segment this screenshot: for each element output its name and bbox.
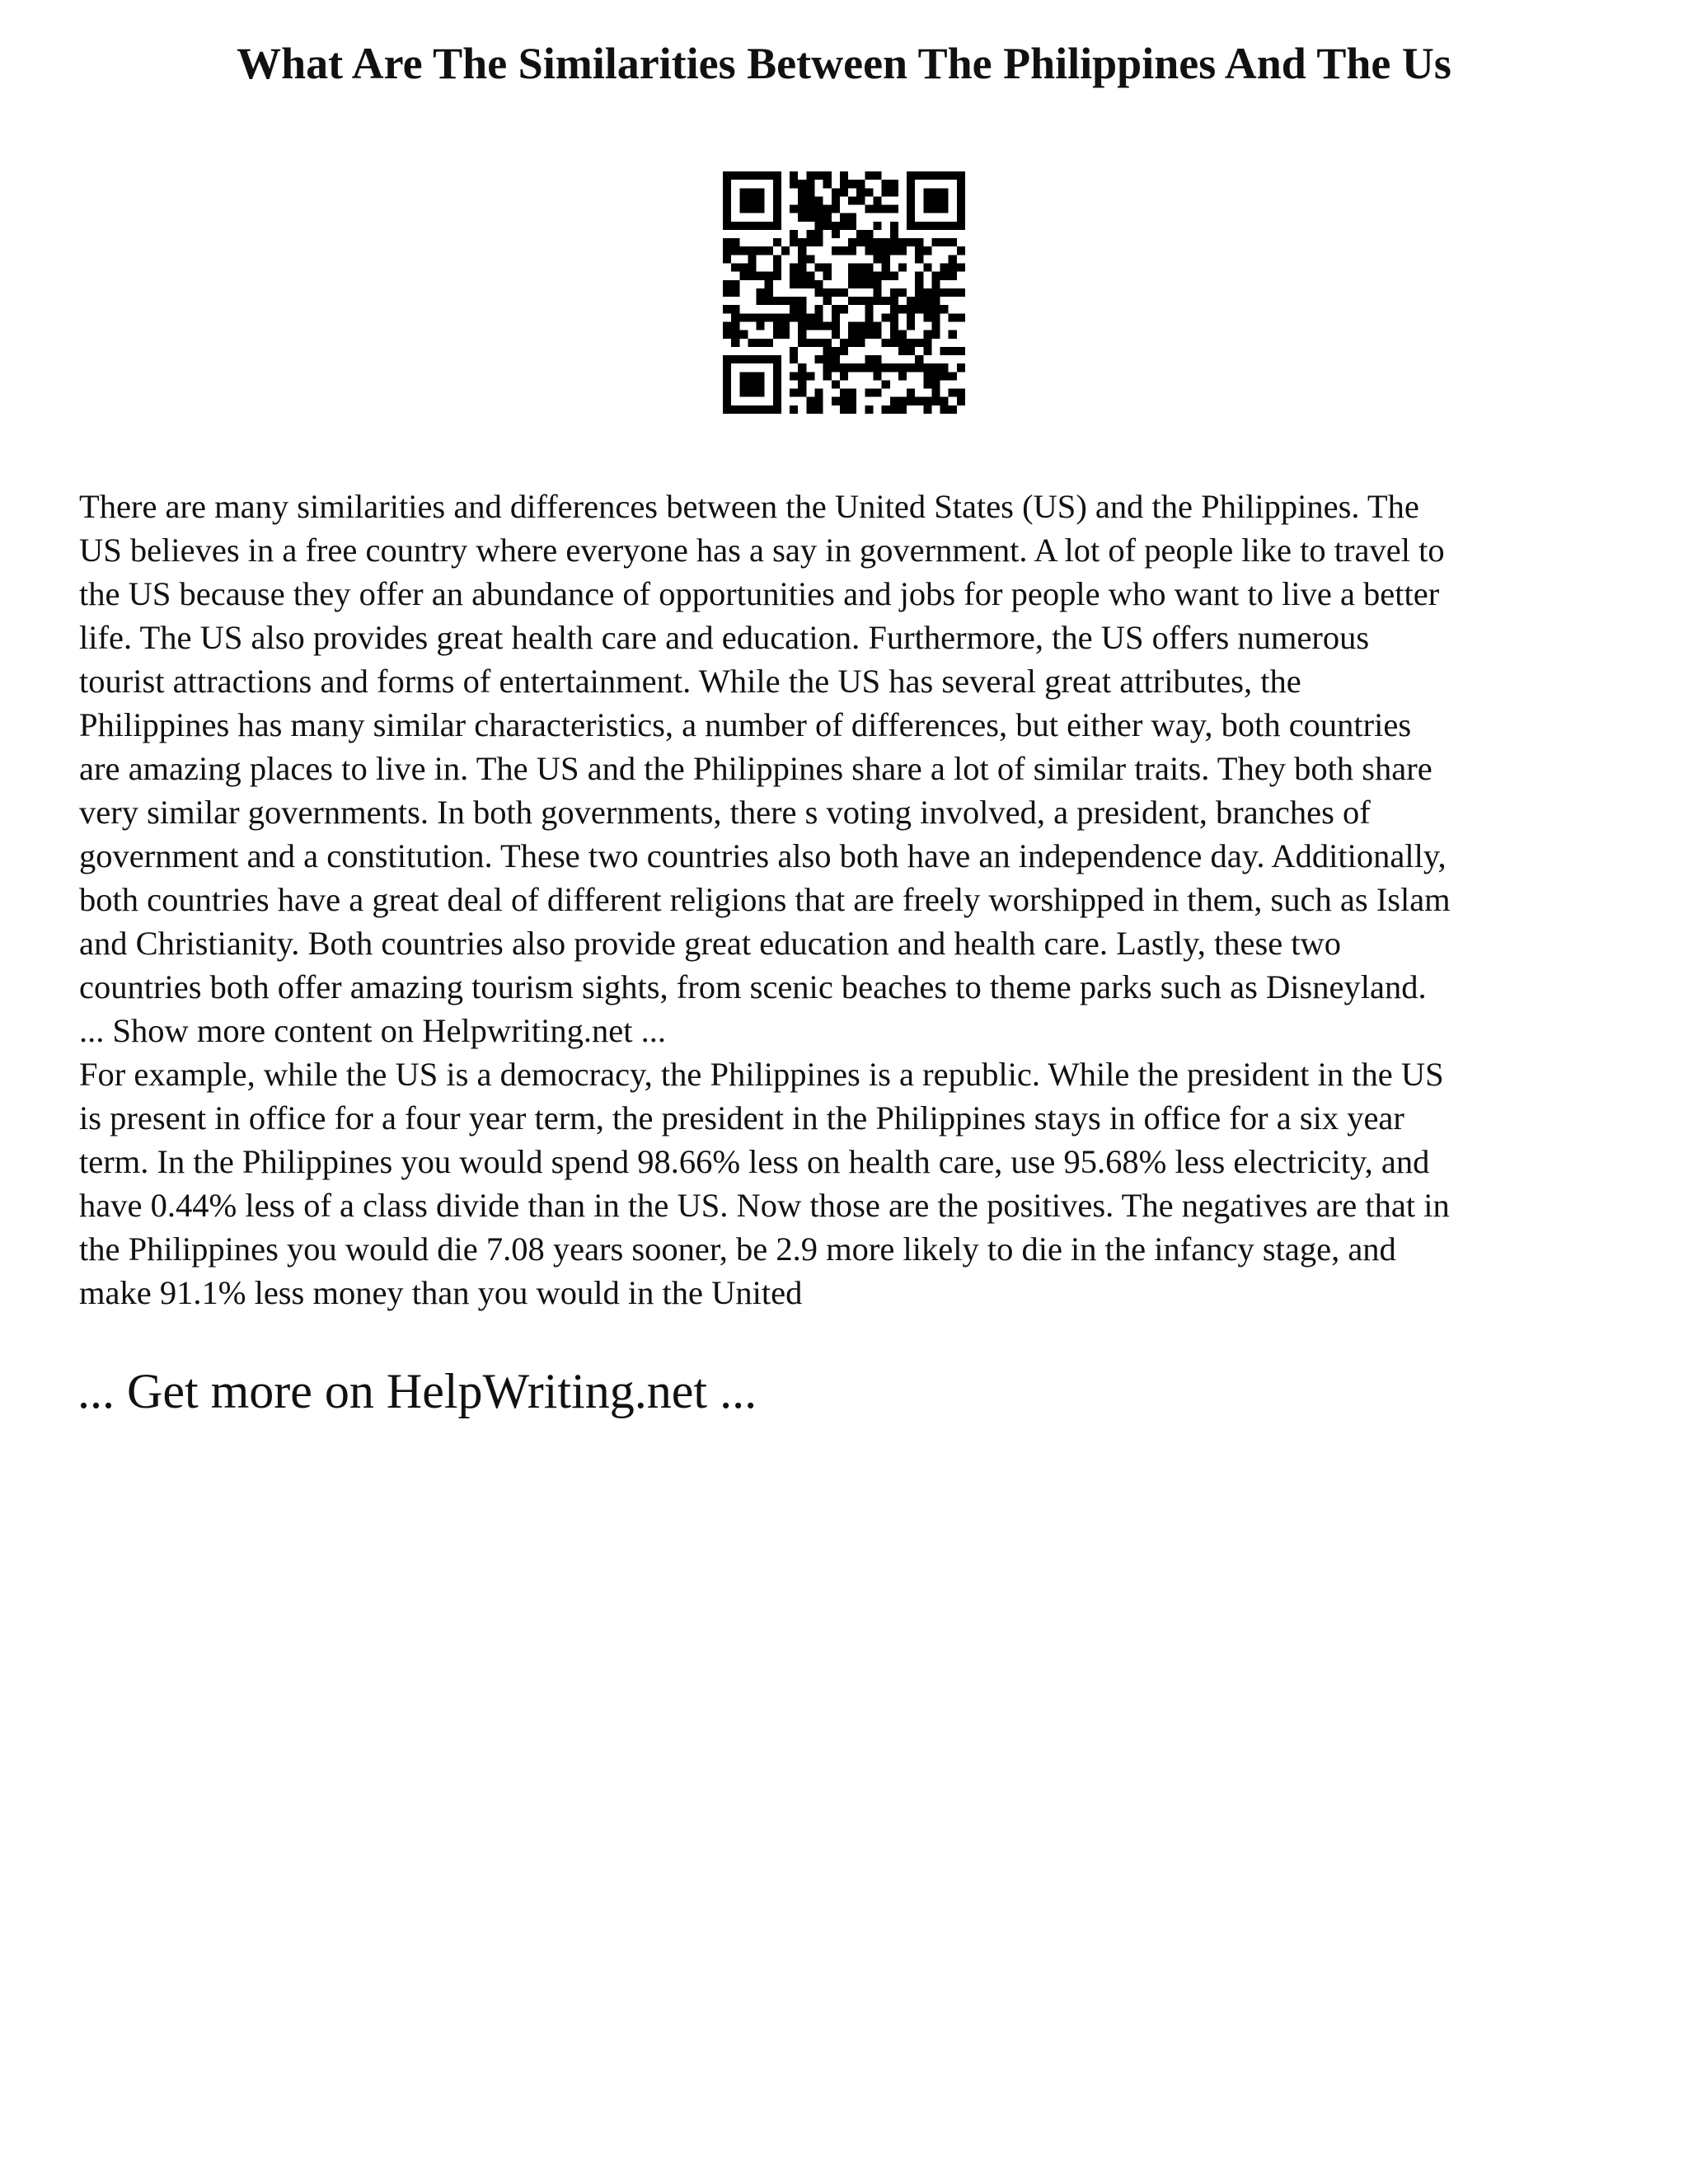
- body-text-line: both countries have a great deal of different religions that are freely worshipped in them, such as Islam: [79, 881, 1451, 918]
- show-more-link[interactable]: ... Show more content on Helpwriting.net ...: [79, 1012, 667, 1049]
- body-text-line: life. The US also provides great health care and education. Furthermore, the US offers numerous: [79, 619, 1370, 656]
- body-text-line: US believes in a free country where everyone has a say in government. A lot of people like to travel to: [79, 532, 1445, 569]
- body-text-line: the Philippines you would die 7.08 years sooner, be 2.9 more likely to die in the infancy stage, and: [79, 1230, 1396, 1268]
- body-text-line: the US because they offer an abundance of opportunities and jobs for people who want to live a better: [79, 575, 1440, 612]
- body-text-line: Philippines has many similar characteristics, a number of differences, but either way, both countries: [79, 706, 1412, 743]
- essay-body: [79, 485, 1451, 1315]
- body-text-line: term. In the Philippines you would spend 98.66% less on health care, use 95.68% less electricity, and: [79, 1143, 1430, 1180]
- get-more-link[interactable]: ... Get more on HelpWriting.net ...: [77, 1364, 757, 1418]
- body-text-line: government and a constitution. These two countries also both have an independence day. Additionally,: [79, 837, 1447, 874]
- body-text-line: have 0.44% less of a class divide than in the US. Now those are the positives. The negatives are that in: [79, 1187, 1450, 1224]
- body-text-line: countries both offer amazing tourism sights, from scenic beaches to theme parks such as Disneyland.: [79, 968, 1427, 1005]
- body-text-line: is present in office for a four year term, the president in the Philippines stays in office for a six year: [79, 1099, 1404, 1137]
- body-text-line: make 91.1% less money than you would in the United: [79, 1274, 803, 1311]
- body-text-line: and Christianity. Both countries also provide great education and health care. Lastly, these two: [79, 925, 1342, 962]
- body-text-line: tourist attractions and forms of entertainment. While the US has several great attributes, the: [79, 663, 1301, 700]
- body-text-line: There are many similarities and differences between the United States (US) and the Philippines. The: [79, 488, 1419, 525]
- body-text-line: very similar governments. In both governments, there s voting involved, a president, branches of: [79, 794, 1371, 831]
- body-text-line: For example, while the US is a democracy, the Philippines is a republic. While the president in the US: [79, 1056, 1444, 1093]
- page-title: What Are The Similarities Between The Philippines And The Us: [237, 39, 1451, 88]
- body-text-line: are amazing places to live in. The US and the Philippines share a lot of similar traits. They both share: [79, 750, 1432, 787]
- qr-code-icon: [723, 171, 965, 414]
